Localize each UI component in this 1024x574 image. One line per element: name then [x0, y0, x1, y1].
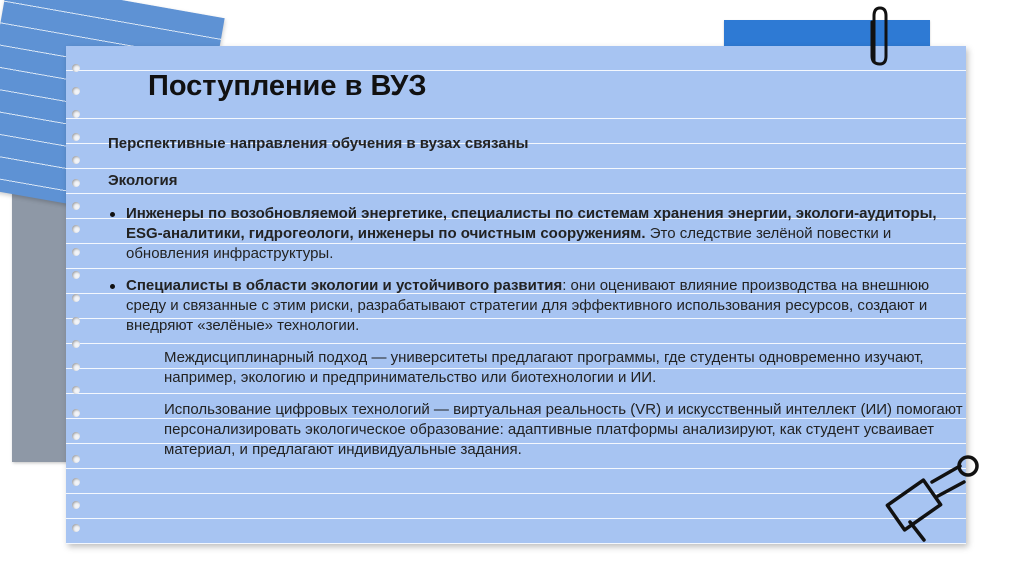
binder-hole [72, 271, 80, 279]
notebook-page [66, 46, 966, 544]
binder-hole [72, 87, 80, 95]
sub-paragraph: Использование цифровых технологий — виртуальная реальность (VR) и искусственный интеллект (ИИ) помогают персонализировать экологическое образование: адаптивные платформы анализируют, как студент усваивает материал, и предлагают индивидуальные задания. [164, 401, 963, 458]
binder-hole [72, 294, 80, 302]
binder-hole [72, 225, 80, 233]
binder-hole [72, 386, 80, 394]
binder-hole [72, 409, 80, 417]
binder-hole [72, 248, 80, 256]
sub-paragraph: Междисциплинарный подход — университеты предлагают программы, где студенты одновременно изучают, например, экологию и предпринимательство или биотехнологии и ИИ. [164, 349, 924, 386]
bullet-dot [110, 284, 115, 289]
binder-hole [72, 156, 80, 164]
binder-hole [72, 179, 80, 187]
section-heading: Экология [108, 172, 178, 189]
bullet-bold-text: Специалисты в области экологии и устойчивого развития [126, 277, 563, 294]
binder-clip-icon [880, 452, 990, 548]
bullet-dot [110, 212, 115, 217]
binder-hole [72, 501, 80, 509]
binder-hole [72, 340, 80, 348]
slide-title: Поступление в ВУЗ [148, 70, 427, 102]
binder-hole [72, 478, 80, 486]
binder-hole [72, 524, 80, 532]
bullet-item [126, 204, 948, 264]
bullet-normal-text: Это следствие зелёной повестки и обновления инфраструктуры. [126, 225, 892, 262]
paperclip-icon [858, 2, 902, 72]
binder-hole [72, 133, 80, 141]
binder-hole [72, 455, 80, 463]
bullet-bold-text: Инженеры по возобновляемой энергетике, специалисты по системам хранения энергии, экологи-аудиторы, ESG-аналитики, гидрогеологи, инженеры по очистным сооружениям. [126, 205, 937, 242]
binder-hole [72, 110, 80, 118]
bullet-normal-text: : они оценивают влияние производства на внешнюю среду и связанные с этим риски, разрабатывают стратегии для эффективного использования ресурсов, создают и внедряют «зелёные» технологии. [126, 277, 930, 334]
intro-text: Перспективные направления обучения в вузах связаны [108, 135, 529, 152]
binder-hole [72, 317, 80, 325]
binder-hole [72, 363, 80, 371]
binder-hole [72, 202, 80, 210]
bullet-item [126, 276, 948, 336]
binder-hole [72, 432, 80, 440]
binder-hole [72, 64, 80, 72]
